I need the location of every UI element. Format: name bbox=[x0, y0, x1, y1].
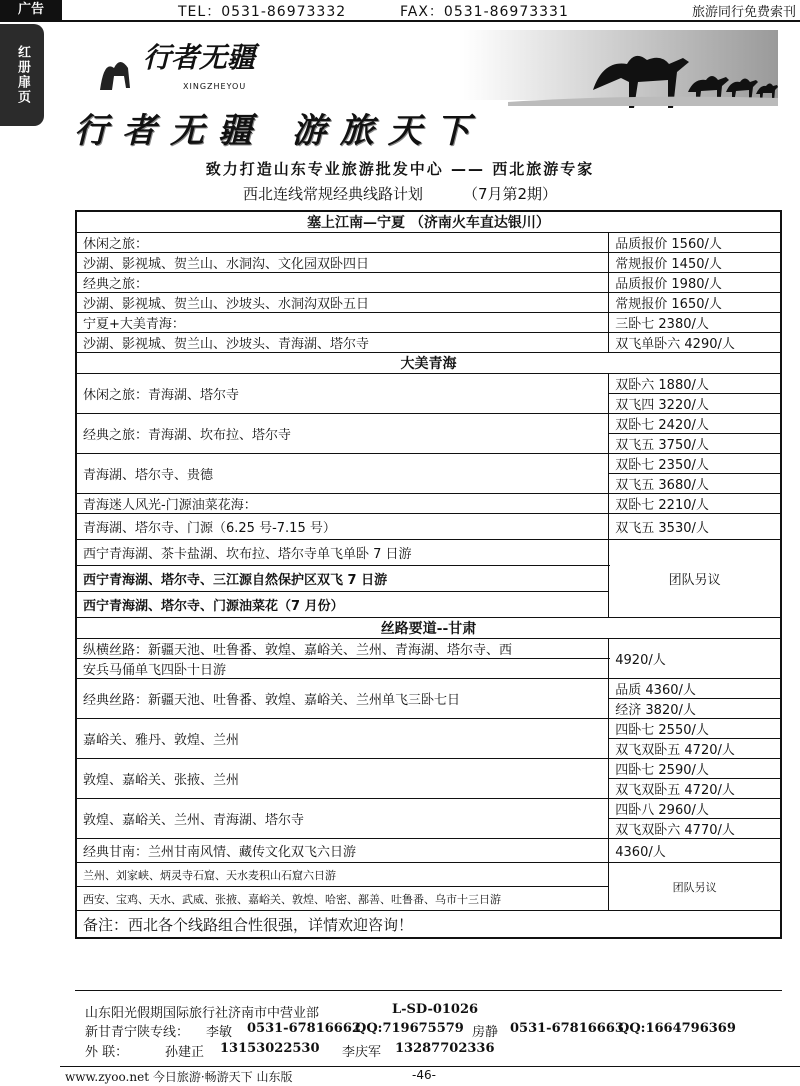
tagline: 致力打造山东专业旅游批发中心 —— 西北旅游专家 bbox=[205, 160, 595, 178]
plan-period: （7月第2期） bbox=[462, 185, 558, 203]
price-cell: 4920/人 bbox=[609, 639, 781, 679]
route-detail: 西宁青海湖、塔尔寺、三江源自然保护区双飞 7 日游 bbox=[76, 566, 609, 592]
website-footer: www.zyoo.net 今日旅游·畅游天下 山东版 bbox=[65, 1070, 293, 1084]
price-cell: 四卧八 2960/人 bbox=[609, 799, 781, 819]
contact-name: 房静 bbox=[472, 1025, 499, 1040]
slogan: 行者无疆 游旅天下 bbox=[74, 111, 484, 151]
section-header-ningxia: 塞上江南—宁夏 （济南火车直达银川） bbox=[76, 211, 781, 233]
price-cell: 双飞双卧五 4720/人 bbox=[609, 779, 781, 799]
route-detail: 经典之旅：青海湖、坎布拉、塔尔寺 bbox=[76, 414, 609, 454]
price-cell: 品质 4360/人 bbox=[609, 679, 781, 699]
contact-name: 李庆军 bbox=[342, 1045, 382, 1060]
route-detail: 休闲之旅：青海湖、塔尔寺 bbox=[76, 374, 609, 414]
route-detail: 经典甘南：兰州甘南风情、藏传文化双飞六日游 bbox=[76, 839, 609, 863]
route-detail: 敦煌、嘉峪关、张掖、兰州 bbox=[76, 759, 609, 799]
price-cell: 品质报价 1980/人 bbox=[609, 273, 781, 293]
price-cell: 双飞五 3680/人 bbox=[609, 474, 781, 494]
team-negotiable: 团队另议 bbox=[609, 863, 781, 911]
price-cell: 双卧七 2210/人 bbox=[609, 494, 781, 514]
route-detail: 敦煌、嘉峪关、兰州、青海湖、塔尔寺 bbox=[76, 799, 609, 839]
price-cell: 品质报价 1560/人 bbox=[609, 233, 781, 253]
footer-divider bbox=[75, 990, 782, 991]
route-detail: 青海湖、塔尔寺、门源（6.25 号-7.15 号） bbox=[76, 514, 609, 540]
price-cell: 双飞双卧六 4770/人 bbox=[609, 819, 781, 839]
publication-note: 旅游同行免费索刊 bbox=[691, 5, 796, 20]
price-cell: 双飞双卧五 4720/人 bbox=[609, 739, 781, 759]
price-cell: 常规报价 1450/人 bbox=[609, 253, 781, 273]
route-label: 休闲之旅： bbox=[76, 233, 609, 253]
contact-qq: QQ:1664796369 bbox=[618, 1021, 736, 1036]
side-tab: 红册扉页 bbox=[0, 24, 44, 126]
contact-phone: 0531-67816662 bbox=[247, 1021, 361, 1036]
page-number: -46- bbox=[412, 1068, 436, 1082]
price-cell: 四卧七 2590/人 bbox=[609, 759, 781, 779]
route-detail: 安兵马俑单飞四卧十日游 bbox=[76, 659, 609, 679]
ad-label: 广告 bbox=[0, 0, 62, 20]
route-label: 宁夏+大美青海： bbox=[76, 313, 609, 333]
route-detail: 沙湖、影视城、贺兰山、沙坡头、青海湖、塔尔寺 bbox=[76, 333, 609, 353]
route-table bbox=[75, 210, 782, 939]
price-cell: 双飞五 3750/人 bbox=[609, 434, 781, 454]
price-cell: 双飞单卧六 4290/人 bbox=[609, 333, 781, 353]
section-header-qinghai: 大美青海 bbox=[76, 353, 781, 374]
contact-phone: 13153022530 bbox=[220, 1041, 320, 1056]
license-number: L-SD-01026 bbox=[392, 1002, 479, 1017]
route-detail: 西宁青海湖、塔尔寺、门源油菜花（7 月份） bbox=[76, 592, 609, 618]
route-detail: 沙湖、影视城、贺兰山、水洞沟、文化园双卧四日 bbox=[76, 253, 609, 273]
contact-name: 李敏 bbox=[206, 1025, 233, 1040]
contact-line-label: 新甘青宁陕专线： bbox=[85, 1025, 190, 1040]
route-detail: 纵横丝路：新疆天池、吐鲁番、敦煌、嘉峪关、兰州、青海湖、塔尔寺、西 bbox=[76, 639, 609, 659]
logo-text: 行者无疆 bbox=[143, 41, 256, 74]
contact-qq: QQ:719675579 bbox=[355, 1021, 464, 1036]
route-detail: 兰州、刘家峡、炳灵寺石窟、天水麦积山石窟六日游 bbox=[76, 863, 609, 887]
route-detail: 嘉峪关、雅丹、敦煌、兰州 bbox=[76, 719, 609, 759]
price-cell: 双飞四 3220/人 bbox=[609, 394, 781, 414]
price-cell: 双卧六 1880/人 bbox=[609, 374, 781, 394]
fax-number: FAX：0531-86973331 bbox=[400, 4, 569, 20]
logo-subtitle: XINGZHEYOU bbox=[183, 82, 247, 91]
remark: 备注：西北各个线路组合性很强，详情欢迎咨询！ bbox=[76, 911, 781, 939]
price-cell: 双飞五 3530/人 bbox=[609, 514, 781, 540]
company-name: 山东阳光假期国际旅行社济南市中营业部 bbox=[85, 1006, 320, 1021]
price-cell: 双卧七 2420/人 bbox=[609, 414, 781, 434]
plan-title-text: 西北连线常规经典线路计划 bbox=[242, 185, 423, 203]
plan-title bbox=[0, 183, 800, 204]
price-cell: 经济 3820/人 bbox=[609, 699, 781, 719]
route-label: 经典之旅： bbox=[76, 273, 609, 293]
contact-name: 孙建正 bbox=[165, 1045, 205, 1060]
section-header-gansu: 丝路要道--甘肃 bbox=[76, 618, 781, 639]
route-detail: 经典丝路：新疆天池、吐鲁番、敦煌、嘉峪关、兰州单飞三卧七日 bbox=[76, 679, 609, 719]
bottom-divider bbox=[60, 1066, 800, 1067]
route-detail: 西宁青海湖、茶卡盐湖、坎布拉、塔尔寺单飞单卧 7 日游 bbox=[76, 540, 609, 566]
route-detail: 青海湖、塔尔寺、贵德 bbox=[76, 454, 609, 494]
price-cell: 四卧七 2550/人 bbox=[609, 719, 781, 739]
route-label: 青海迷人风光-门源油菜花海： bbox=[76, 494, 609, 514]
team-negotiable: 团队另议 bbox=[609, 540, 781, 618]
contact-line-label: 外 联： bbox=[85, 1045, 129, 1060]
route-detail: 沙湖、影视城、贺兰山、沙坡头、水洞沟双卧五日 bbox=[76, 293, 609, 313]
price-cell: 双卧七 2350/人 bbox=[609, 454, 781, 474]
contact-phone: 0531-67816663 bbox=[510, 1021, 624, 1036]
contact-phone: 13287702336 bbox=[395, 1041, 495, 1056]
tel-number: TEL：0531-86973332 bbox=[178, 4, 347, 20]
price-cell: 常规报价 1650/人 bbox=[609, 293, 781, 313]
price-cell: 三卧七 2380/人 bbox=[609, 313, 781, 333]
route-detail: 西安、宝鸡、天水、武威、张掖、嘉峪关、敦煌、哈密、鄯善、吐鲁番、乌市十三日游 bbox=[76, 887, 609, 911]
price-cell: 4360/人 bbox=[609, 839, 781, 863]
